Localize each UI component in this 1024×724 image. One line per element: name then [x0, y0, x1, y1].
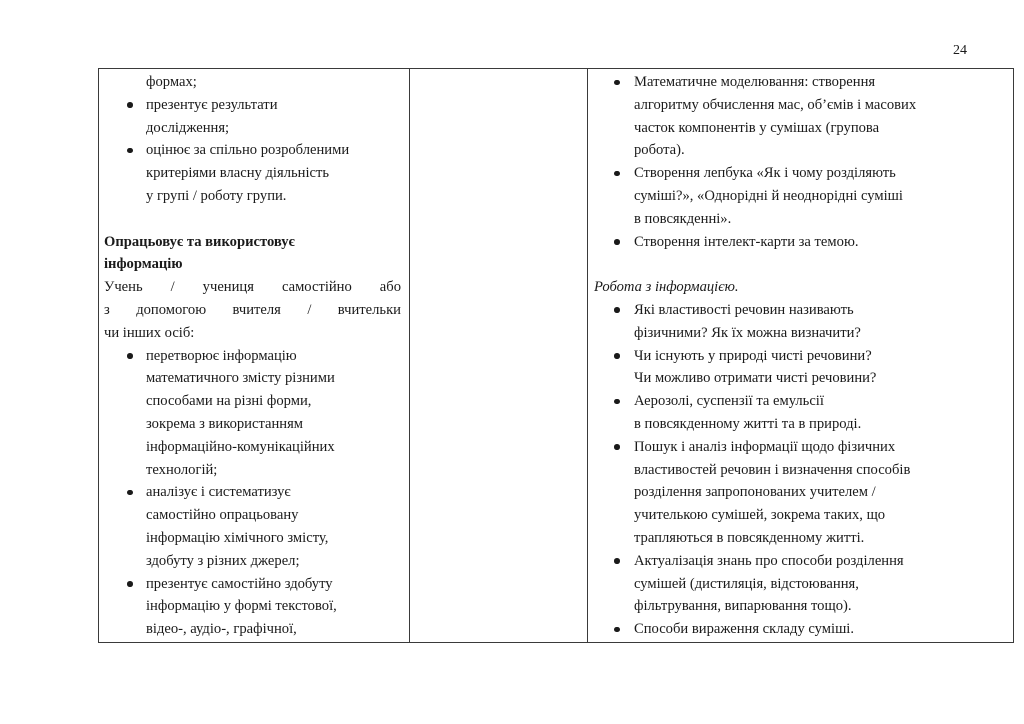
activities-list-top: [594, 71, 1005, 253]
list-item-line: Способи вираження складу суміші.: [634, 621, 855, 638]
list-item-line: Створення лепбука «Як і чому розділяють: [634, 165, 896, 182]
list-item-line: Чи існують у природі чисті речовини?: [634, 347, 872, 364]
list-item-line: інформацію у формі текстової,: [146, 598, 337, 615]
list-item-line: критеріями власну діяльність: [146, 165, 330, 182]
list-item-line: учителькою сумішей, зокрема таких, що: [634, 507, 886, 524]
list-item-line: фізичними? Як їх можна визначити?: [634, 324, 861, 341]
list-item-line: суміші?», «Однорідні й неоднорідні суміші: [634, 187, 903, 204]
section-heading: [104, 231, 401, 277]
list-item-line: інформаційно-комунікаційних: [146, 438, 335, 455]
list-item-line: часток компонентів у сумішах (групова: [634, 119, 880, 136]
list-item-line: алгоритму обчислення мас, об’ємів і масових: [634, 96, 917, 113]
list-item: [104, 94, 401, 140]
list-item-line: Створення інтелект-карти за темою.: [634, 233, 859, 250]
list-item-line: сумішей (дистиляція, відстоювання,: [634, 575, 859, 592]
spacer: [594, 253, 1005, 276]
list-item-line: трапляються в повсякденному житті.: [634, 529, 865, 546]
list-item-line: здобуту з різних джерел;: [146, 552, 300, 569]
list-item-line: самостійно опрацьовану: [146, 507, 299, 524]
list-item-line: презентує самостійно здобуту: [146, 575, 333, 592]
intro-line: чи інших осіб:: [104, 324, 195, 341]
list-item: [594, 231, 1005, 254]
list-item-line: математичного змісту різними: [146, 370, 335, 387]
list-item-line: фільтрування, випарювання тощо).: [634, 598, 852, 615]
empty-cell: [410, 69, 588, 643]
list-item-line: аналізує і систематизує: [146, 484, 291, 501]
page-number: 24: [953, 43, 967, 58]
spacer: [104, 208, 401, 231]
list-item-line: розділення запропонованих учителем /: [634, 484, 876, 501]
section-heading-line: інформацію: [104, 256, 183, 273]
list-item: [594, 71, 1005, 162]
list-item-line: інформацію хімічного змісту,: [146, 529, 329, 546]
list-item-line: Пошук і аналіз інформації щодо фізичних: [634, 438, 896, 455]
list-item-line: способами на різні форми,: [146, 393, 312, 410]
list-item: [594, 390, 1005, 436]
list-item: [104, 139, 401, 207]
list-item-line: Чи можливо отримати чисті речовини?: [634, 370, 877, 387]
list-item-line: в повсякденні».: [634, 210, 732, 227]
list-item: [104, 573, 401, 641]
list-item: [594, 162, 1005, 230]
outcomes-list-top: [104, 94, 401, 208]
outcomes-list-bottom: [104, 345, 401, 641]
list-item-line: Математичне моделювання: створення: [634, 74, 876, 90]
intro-line: Учень / учениця самостійно або: [104, 279, 401, 296]
list-item: [104, 345, 401, 482]
list-item-line: відео-, аудіо-, графічної,: [146, 621, 297, 638]
list-item-line: у групі / роботу групи.: [146, 187, 287, 204]
activities-cell: [588, 69, 1014, 643]
section-heading-line: Опрацьовує та використовує: [104, 233, 295, 250]
list-item-line: властивостей речовин і визначення способів: [634, 461, 911, 478]
list-item-line: оцінює за спільно розробленими: [146, 142, 350, 159]
list-item: [594, 436, 1005, 550]
intro-line: з допомогою вчителя / вчительки: [104, 301, 401, 318]
curriculum-table: [98, 68, 1014, 643]
list-item-line: перетворює інформацію: [146, 347, 297, 364]
activities-list-bottom: [594, 299, 1005, 641]
list-item-line: зокрема з використанням: [146, 415, 304, 432]
list-item: [104, 481, 401, 572]
list-item: [594, 618, 1005, 641]
learning-outcomes-cell: [99, 69, 410, 643]
intro-paragraph: [104, 276, 401, 344]
list-item-line: технологій;: [146, 461, 218, 478]
list-item-line: робота).: [634, 142, 685, 159]
table-row: [99, 69, 1014, 643]
list-item: [594, 299, 1005, 345]
list-item-line: дослідження;: [146, 119, 230, 136]
list-item-line: Актуалізація знань про способи розділення: [634, 552, 904, 569]
list-item-line: Які властивості речовин називають: [634, 301, 854, 318]
list-item: [594, 345, 1005, 391]
list-item-line: в повсякденному житті та в природі.: [634, 415, 862, 432]
continuation-text: формах;: [146, 74, 197, 90]
list-item-line: презентує результати: [146, 96, 278, 113]
list-item: [594, 550, 1005, 618]
section-title: Робота з інформацією.: [594, 279, 739, 296]
list-item-line: Аерозолі, суспензії та емульсії: [634, 393, 824, 410]
